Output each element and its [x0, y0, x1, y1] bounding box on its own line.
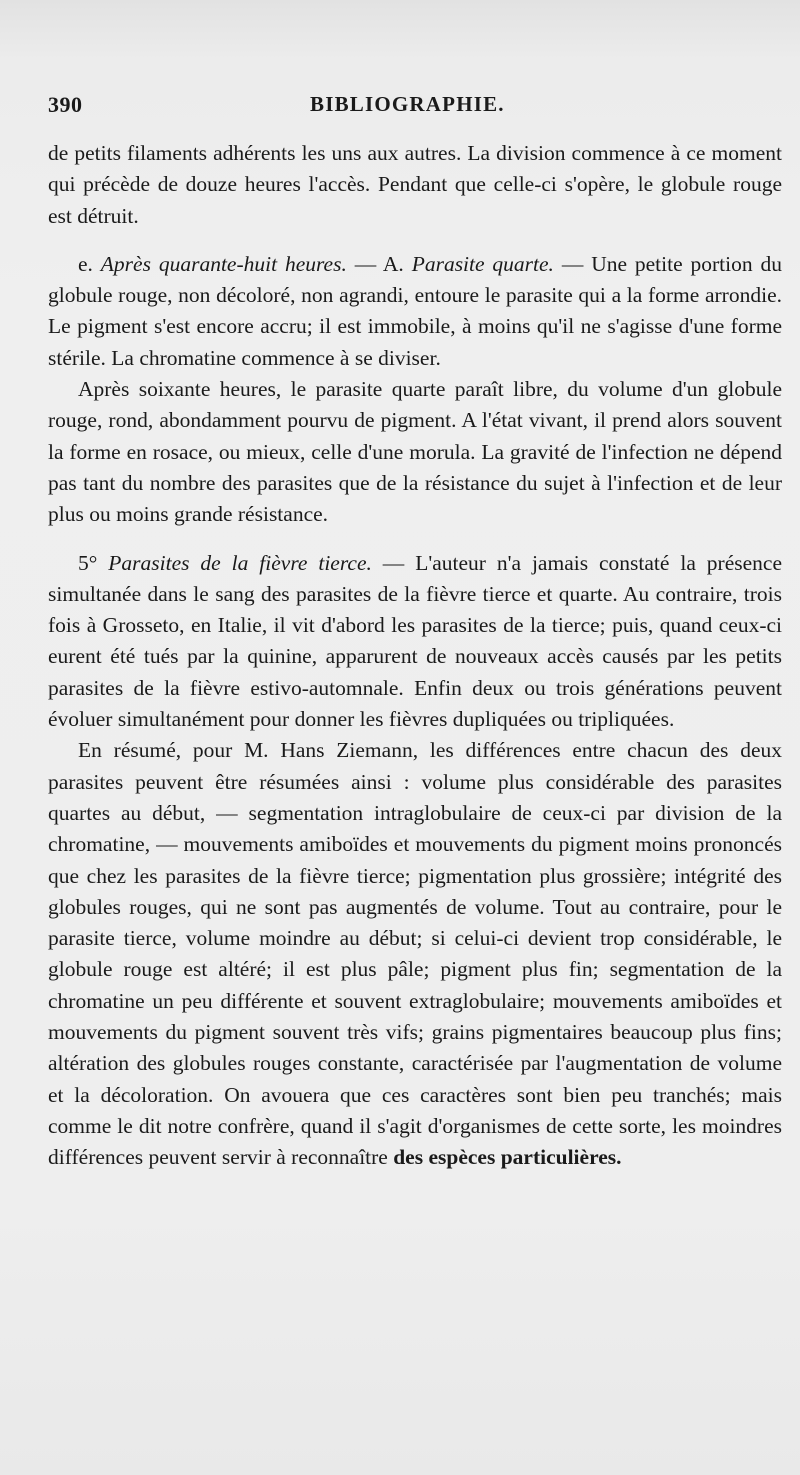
paragraph-5	[48, 735, 782, 1173]
paragraph-3-text: Après soixante heures, le parasite quarte paraît libre, du volume d'un globule rouge, rond, abondamment pourvu de pigment. A l'état vivant, il prend alors souvent la forme en rosace, ou mieux, celle d'une morula. La gravité de l'infection ne dépend pas tant du nombre des parasites que de la résistance du sujet à l'infection et de leur plus ou moins grande résistance.	[48, 377, 782, 527]
paragraph-2-text: — Une petite portion du globule rouge, non décoloré, non agrandi, entoure le parasite qui a la forme arrondie. Le pigment s'est encore accru; il est immobile, à moins qu'il ne s'agisse d'une forme stérile. La chromatine commence à se diviser.	[48, 251, 782, 370]
paragraph-2-label: e.	[78, 251, 93, 276]
page-number: 390	[48, 92, 83, 117]
paragraph-5-text: En résumé, pour M. Hans Ziemann, les différences entre chacun des deux parasites peuvent être résumées ainsi : volume plus considérable des parasites quartes au début, — segmentation intraglobulaire de ceux-ci par division de la chromatine, — mouvements amiboïdes et mouvements du pigment moins prononcés que chez les parasites de la fièvre tierce; pigmentation plus grossière; intégrité des globules rouges, qui ne sont pas augmentés de volume. Tout au contraire, pour le parasite tierce, volume moindre au début; si celui-ci devient trop considérable, le globule rouge est altéré; il est plus pâle; pigment plus fin; segmentation de la chromatine un peu différente et souvent extraglobulaire; mouvements amiboïdes et mouvements du pigment souvent très vifs; grains pigmentaires beaucoup plus fins; altération des globules rouges constante, caractérisée par l'augmentation de volume et la décoloration. On avouera que ces caractères sont bien peu tranchés; mais comme le dit notre confrère, quand il s'agit d'organismes de cette sorte, les moindres différences peuvent servir à reconnaître	[48, 738, 782, 1170]
body-text	[48, 138, 782, 1174]
paragraph-4	[48, 548, 782, 736]
running-head: BIBLIOGRAPHIE.	[310, 92, 505, 116]
page-header	[48, 92, 782, 122]
paragraph-4-label: 5°	[78, 550, 109, 575]
paragraph-1	[48, 138, 782, 232]
paragraph-4-title: Parasites de la fièvre tierce.	[108, 550, 372, 575]
paragraph-1-text: de petits filaments adhérents les uns aux autres. La division commence à ce moment qui précède de douze heures l'accès. Pendant que celle-ci s'opère, le globule rouge est détruit.	[48, 141, 782, 228]
paragraph-3	[48, 374, 782, 530]
paragraph-5-end: des espèces particulières.	[393, 1145, 622, 1170]
paragraph-4-text: — L'auteur n'a jamais constaté la présence simultanée dans le sang des parasites de la fièvre tierce et quarte. Au contraire, trois fois à Grosseto, en Italie, il vit d'abord les parasites de la tierce; puis, quand ceux-ci eurent été tués par la quinine, apparurent de nouveaux accès causés par les petits parasites de la fièvre estivo-automnale. Enfin deux ou trois générations peuvent évoluer simultanément pour donner les fièvres dupliquées ou tripliquées.	[48, 550, 782, 732]
paragraph-2-title: Après quarante-huit heures.	[100, 251, 347, 276]
paragraph-2-dash: — A.	[346, 251, 412, 276]
paragraph-2-subtitle: Parasite quarte.	[411, 251, 554, 276]
paragraph-2	[48, 249, 782, 374]
